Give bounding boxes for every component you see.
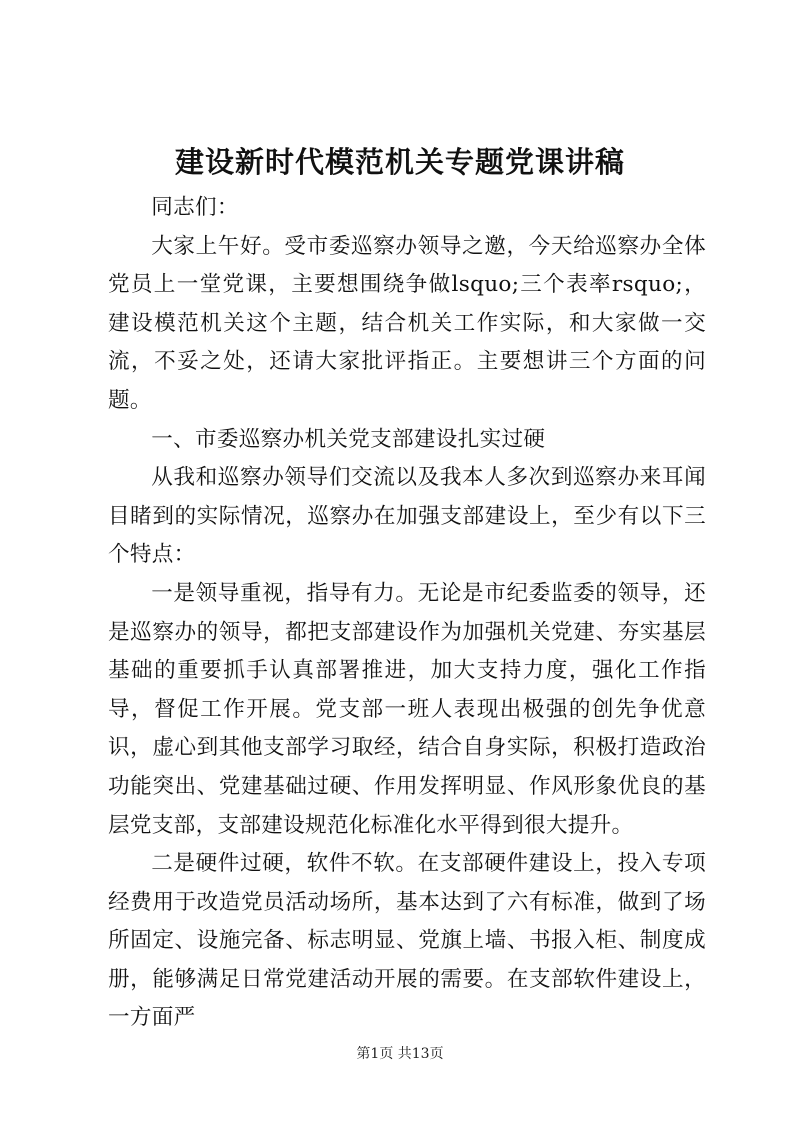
page-number-footer: 第1页 共13页 xyxy=(356,1046,444,1062)
paragraph-greeting: 同志们： xyxy=(151,195,239,220)
paragraph-point-1: 一是领导重视，指导有力。无论是市纪委监委的领导，还是巡察办的领导，都把支部建设作为加强机关党建、夯实基层基础的重要抓手认真部署推进，加大支持力度，强化工作指导，督促工作开展。党支部一班人表现出极强的创先争优意识，虚心到其他支部学习取经，结合自身实际，积极打造政治功能突出、党建基础过硬、作用发挥明显、作风形象优良的基层党支部，支部建设规范化标准化水平得到很大提升。 xyxy=(108,580,706,838)
document-title: 建设新时代模范机关专题党课讲稿 xyxy=(174,145,625,179)
document-body xyxy=(108,189,706,1038)
paragraph-section-intro: 从我和巡察办领导们交流以及我本人多次到巡察办来耳闻目睹到的实际情况，巡察办在加强支部建设上，至少有以下三个特点： xyxy=(108,465,706,568)
paragraph-point-2: 二是硬件过硬，软件不软。在支部硬件建设上，投入专项经费用于改造党员活动场所，基本达到了六有标准，做到了场所固定、设施完备、标志明显、党旗上墙、书报入柜、制度成册，能够满足日常党建活动开展的需要。在支部软件建设上，一方面严 xyxy=(108,851,706,1031)
section-heading-1: 一、市委巡察办机关党支部建设扎实过硬 xyxy=(151,426,546,452)
paragraph-intro: 大家上午好。受市委巡察办领导之邀，今天给巡察办全体党员上一堂党课，主要想围绕争做lsquo;三个表率rsquo;，建设模范机关这个主题，结合机关工作实际，和大家做一交流，不妥之处，还请大家批评指正。主要想讲三个方面的问题。 xyxy=(108,233,706,413)
